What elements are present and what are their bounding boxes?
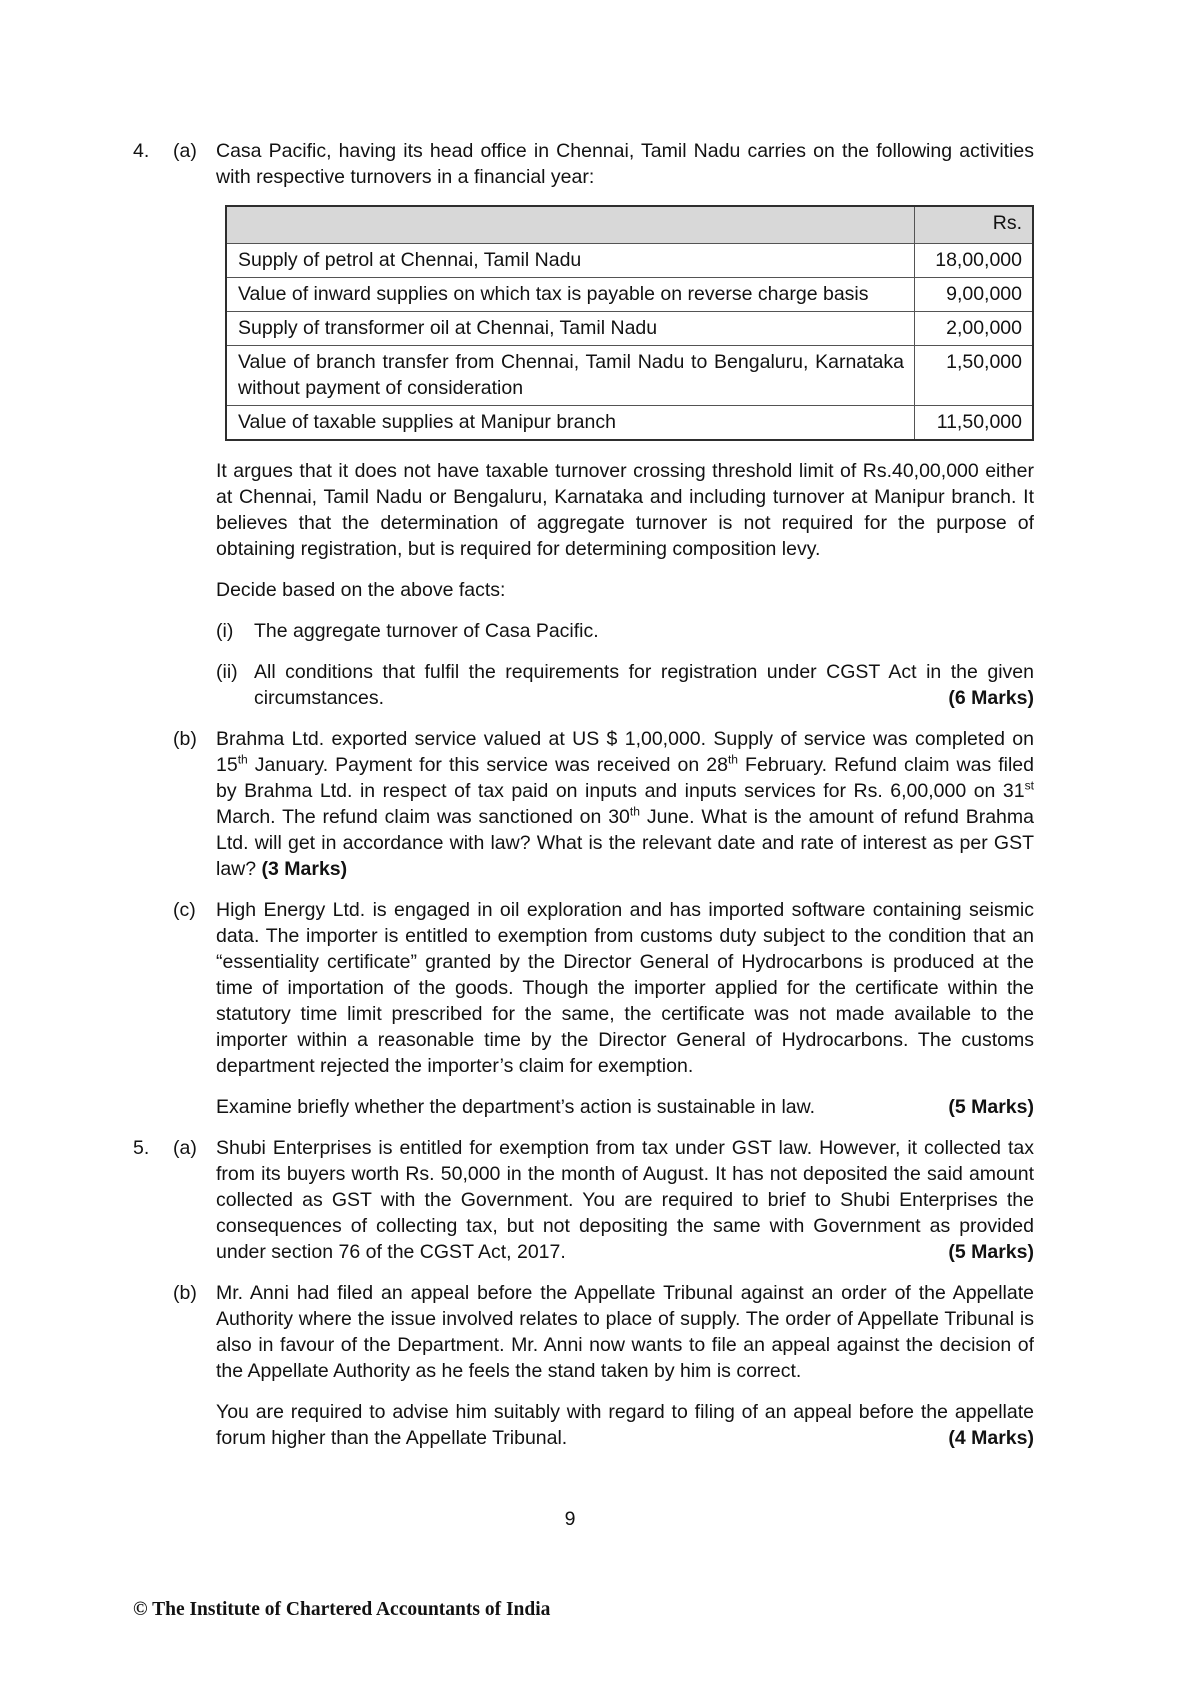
q5a-text: Shubi Enterprises is entitled for exemption from tax under GST law. However, it collected tax from its buyers worth Rs. 50,000 in the month of August. It has not deposited the said amount collected as GST with the Government. You are required to brief to Shubi Enterprises the consequences of collecting tax, but not depositing the same with Government as provided under section 76 of the CGST Act, 2017. [216,1137,1034,1263]
q5b-paragraph-1: Mr. Anni had filed an appeal before the Appellate Tribunal against an order of the Appellate Authority where the issue involved relates to place of supply. The order of Appellate Tribunal is also in favour of the Department. Mr. Anni now wants to file an appeal against the decision of the Appellate Authority as he feels the stand taken by him is correct. [216,1282,1034,1382]
q4a-item-i [216,618,1034,644]
marks-badge: (5 Marks) [948,1241,1034,1263]
table-cell-label: Supply of transformer oil at Chennai, Tamil Nadu [226,312,915,346]
table-cell-value: 11,50,000 [915,406,1034,441]
q4c-examine-text: Examine briefly whether the department’s action is sustainable in law. [216,1096,816,1118]
item-i-label: (i) [216,620,234,642]
table-cell-label: Value of taxable supplies at Manipur branch [226,406,915,441]
table-row [226,278,1033,312]
q4b-paragraph: Brahma Ltd. exported service valued at US $ 1,00,000. Supply of service was completed on 15th January. Payment for this service was received on 28th February. Refund claim was filed by Brahma Ltd. in respect of tax paid on inputs and inputs services for Rs. 6,00,000 on 31st March. The refund claim was sanctioned on 30th June. What is the amount of refund Brahma Ltd. will get in accordance with law? What is the relevant date and rate of interest as per GST law? (3 Marks) [216,728,1034,880]
q5b-advise-text: You are required to advise him suitably with regard to filing of an appeal before the appellate forum higher than the Appellate Tribunal. [216,1401,1034,1449]
part-label-4b: (b) [173,728,197,750]
table-row [226,244,1033,278]
table-cell-value: 2,00,000 [915,312,1034,346]
table-header-activity [226,206,915,244]
question-4a [133,138,1034,726]
marks-badge: (6 Marks) [948,687,1034,709]
table-header-row [226,206,1033,244]
question-4b [133,726,1034,897]
table-cell-label: Value of inward supplies on which tax is payable on reverse charge basis [226,278,915,312]
question-4c [133,897,1034,1135]
marks-badge: (4 Marks) [948,1427,1034,1449]
item-ii-text [254,659,1034,711]
question-5a [133,1135,1034,1280]
q4a-item-ii [216,659,1034,711]
question-5a-body [216,1135,1034,1280]
marks-badge: (5 Marks) [948,1096,1034,1118]
item-ii-text-content: All conditions that fulfil the requirements for registration under CGST Act in the given circumstances. [254,661,1034,709]
table-cell-value: 1,50,000 [915,346,1034,406]
table-cell-label: Supply of petrol at Chennai, Tamil Nadu [226,244,915,278]
question-5b [133,1280,1034,1466]
page-number: 9 [564,1508,576,1530]
q5a-paragraph [216,1135,1034,1265]
item-i-text [254,618,1034,644]
table-cell-label: Value of branch transfer from Chennai, Tamil Nadu to Bengaluru, Karnataka without payment of consideration [226,346,915,406]
table-row [226,312,1033,346]
turnover-table [225,205,1034,441]
question-4c-body [216,897,1034,1135]
question-4b-body [216,726,1034,897]
table-cell-value: 9,00,000 [915,278,1034,312]
question-4-number: 4. [133,140,150,162]
item-ii-label: (ii) [216,661,238,683]
part-label-4a: (a) [173,140,197,162]
q4a-argument-paragraph: It argues that it does not have taxable turnover crossing threshold limit of Rs.40,00,000 either at Chennai, Tamil Nadu or Bengaluru, Karnataka and including turnover at Manipur branch. It believes that the determination of aggregate turnover is not required for the purpose of obtaining registration, but is required for determining composition levy. [216,460,1034,560]
part-label-4c: (c) [173,899,196,921]
question-5b-body [216,1280,1034,1466]
part-label-5b: (b) [173,1282,197,1304]
copyright-footer: © The Institute of Chartered Accountants of India [133,1599,551,1620]
q4a-decide-line: Decide based on the above facts: [216,579,506,601]
question-4a-body [216,138,1034,726]
question-5-number: 5. [133,1137,150,1159]
q4c-examine-line [216,1094,1034,1120]
q4a-intro-paragraph: Casa Pacific, having its head office in Chennai, Tamil Nadu carries on the following activities with respective turnovers in a financial year: [216,140,1034,188]
part-label-5a: (a) [173,1137,197,1159]
table-row [226,346,1033,406]
q5b-paragraph-2 [216,1399,1034,1451]
item-i-text-content: The aggregate turnover of Casa Pacific. [254,620,599,642]
q4c-paragraph: High Energy Ltd. is engaged in oil exploration and has imported software containing seismic data. The importer is entitled to exemption from customs duty subject to the condition that an “essentiality certificate” granted by the Director General of Hydrocarbons is produced at the time of importation of the goods. Though the importer applied for the certificate within the statutory time limit prescribed for the same, the certificate was not made available to the importer within a reasonable time by the Director General of Hydrocarbons. The customs department rejected the importer’s claim for exemption. [216,899,1034,1077]
table-cell-value: 18,00,000 [915,244,1034,278]
table-row [226,406,1033,441]
table-header-rs: Rs. [915,206,1034,244]
